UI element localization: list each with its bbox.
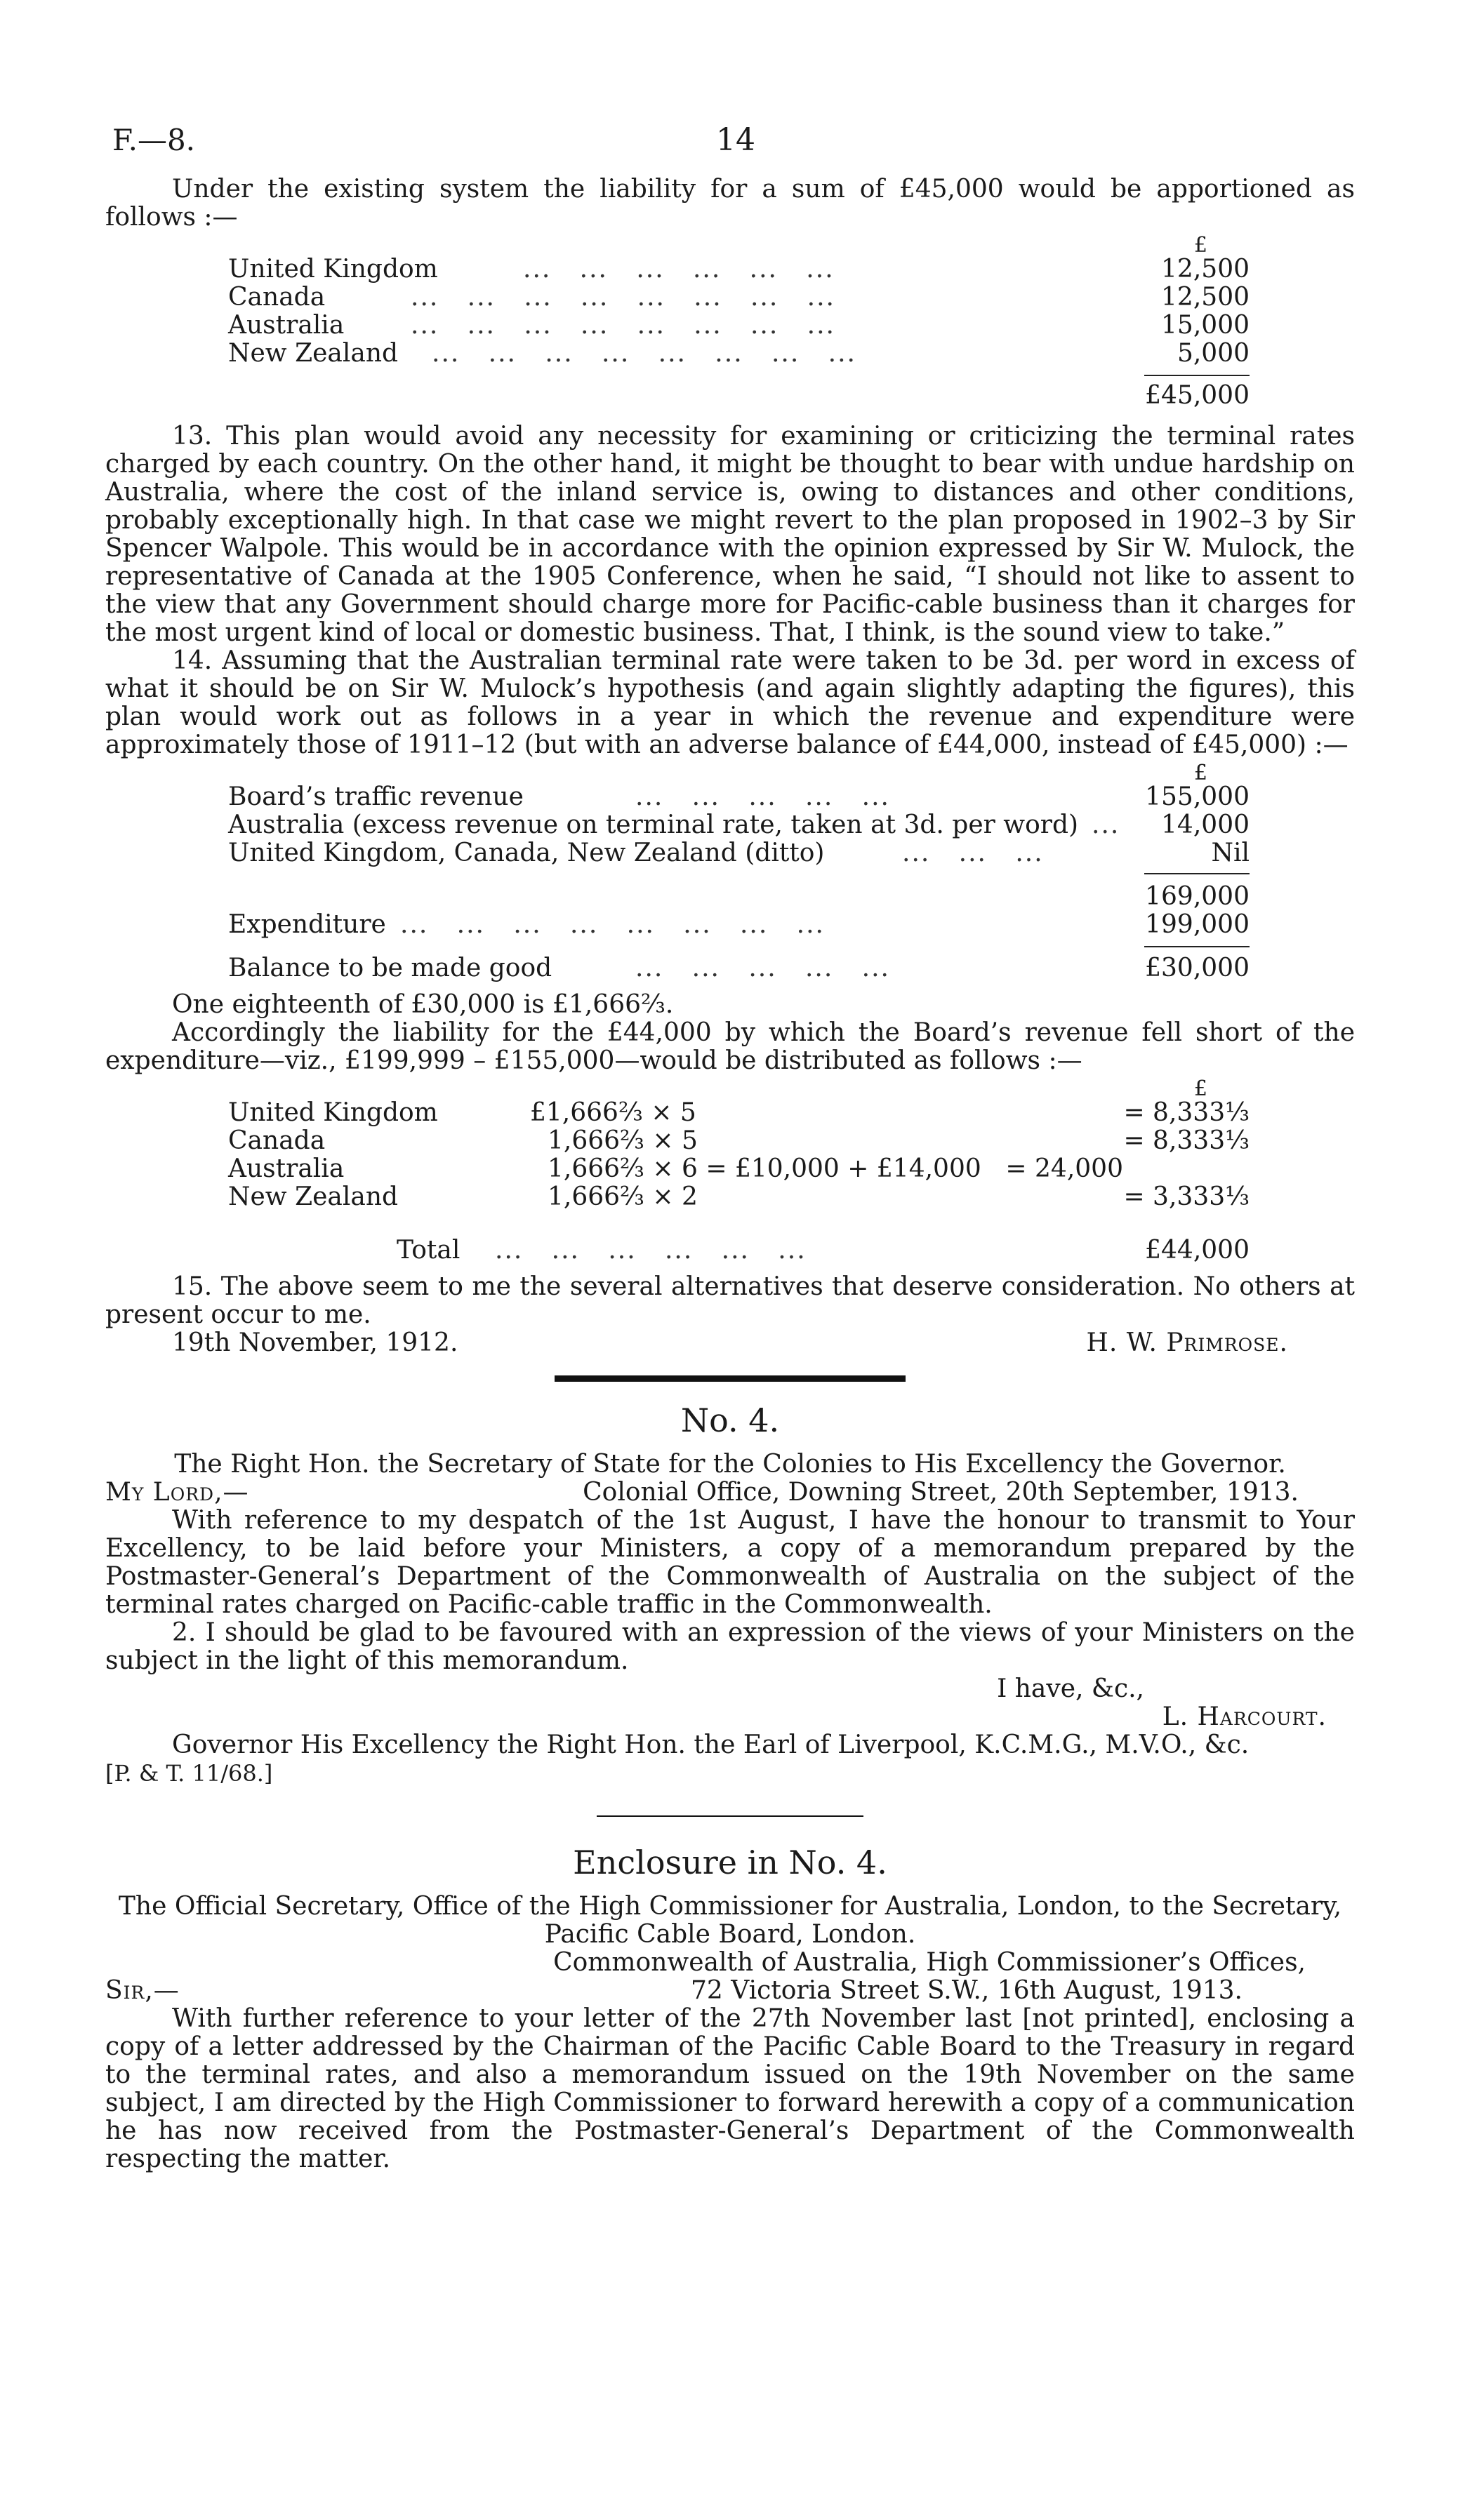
distribution-table: [228, 1075, 1250, 1265]
paragraph-14: 14. Assuming that the Australian terminal rate were taken to be 3d. per word in excess of what it should be on Sir W. Mulock’s hypothesis (and again slightly adapting the figures), this plan would work out as follows in a year in which the revenue and expenditure were approximately those of 1911–12 (but with an adverse balance of £44,000, instead of £45,000) :—: [105, 646, 1355, 759]
row-label: United Kingdom: [228, 1098, 438, 1127]
closing: I have, &c.,: [997, 1674, 1144, 1703]
row-calculation: 1,666⅔ × 6 = £10,000 + £14,000: [548, 1154, 981, 1183]
table-row: [228, 783, 1250, 811]
row-value: = 24,000: [1005, 1154, 1123, 1183]
table-total-row: [228, 382, 1250, 410]
file-reference: [P. & T. 11/68.]: [105, 1760, 273, 1787]
row-label: Expenditure: [228, 910, 386, 939]
row-label: Balance to be made good: [228, 954, 552, 982]
row-value: 5,000: [1177, 339, 1250, 368]
leader-dots: ... ... ... ... ... ... ... ...: [432, 339, 856, 368]
table-total: £45,000: [1145, 381, 1250, 410]
subtotal-row: [228, 883, 1250, 911]
table-row: [228, 1183, 1250, 1211]
page-number: 14: [716, 122, 755, 158]
enclosure-title: The Official Secretary, Office of the High Commissioner for Australia, London, to the Secretary, Pacific Cable Board, London.: [118, 1892, 1342, 1949]
leader-dots: ...: [1092, 811, 1120, 839]
row-label: Board’s traffic revenue: [228, 782, 524, 811]
row-value: 12,500: [1161, 255, 1250, 284]
despatch-title: The Right Hon. the Secretary of State for the Colonies to His Excellency the Governor.: [174, 1450, 1286, 1479]
subtotal-value: 169,000: [1145, 882, 1250, 911]
row-calculation: 1,666⅔ × 5: [548, 1126, 698, 1155]
table-row: [228, 312, 1250, 340]
address: Colonial Office, Downing Street, 20th September, 1913.: [583, 1478, 1299, 1507]
addressee: Governor His Excellency the Right Hon. the Earl of Liverpool, K.C.M.G., M.V.O., &c.: [172, 1731, 1250, 1759]
salutation-line: [105, 1479, 1355, 1507]
table-rule: [1144, 375, 1250, 376]
salutation-line: [105, 1977, 1355, 2005]
leader-dots: ... ... ... ... ... ... ... ...: [411, 311, 835, 340]
table-row: [228, 1155, 1250, 1183]
currency-header: £: [1193, 761, 1207, 785]
table-row: [228, 340, 1250, 368]
signature: H. W. Primrose.: [1086, 1328, 1288, 1357]
date: 19th November, 1912.: [172, 1328, 458, 1357]
page-header: [105, 122, 1355, 175]
address: 72 Victoria Street S.W., 16th August, 1913.: [691, 1976, 1243, 2005]
distribution-paragraph: Accordingly the liability for the £44,000 by which the Board’s revenue fell short of the expenditure—viz., £199,999 – £155,000—would be distributed as follows :—: [105, 1018, 1355, 1075]
row-label: Australia: [228, 1154, 345, 1183]
intro-paragraph: Under the existing system the liability for a sum of £45,000 would be apportioned as follows :—: [105, 175, 1355, 232]
currency-header: £: [1193, 1076, 1207, 1101]
address: Commonwealth of Australia, High Commissioner’s Offices,: [553, 1948, 1306, 1977]
total-label: Total: [397, 1236, 461, 1265]
table-row: [228, 1099, 1250, 1127]
leader-dots: ... ... ... ... ...: [635, 954, 890, 982]
table-row: [228, 839, 1250, 867]
paragraph-13: 13. This plan would avoid any necessity for examining or criticizing the terminal rates charged by each country. On the other hand, it might be thought to bear with undue hardship on Australia, where the cost of the inland service is, owing to distances and other conditions, probably exceptionally high. In that case we might revert to the plan proposed in 1902–3 by Sir Spencer Walpole. This would be in accordance with the opinion expressed by Sir W. Mulock, the representative of Canada at the 1905 Conference, when he said, “I should not like to assent to the view that any Government should charge more for Pacific-cable business than it charges for the most urgent kind of local or domestic business. That, I think, is the sound view to take.”: [105, 422, 1355, 647]
table-rule: [1144, 873, 1250, 874]
row-value: 155,000: [1145, 782, 1250, 811]
leader-dots: ... ... ... ... ... ...: [495, 1236, 807, 1265]
expenditure-row: [228, 911, 1250, 939]
leader-dots: ... ... ... ... ... ... ... ...: [400, 910, 825, 939]
table-total: £44,000: [1145, 1236, 1250, 1265]
salutation: My Lord,—: [105, 1478, 249, 1507]
apportionment-table: [228, 232, 1250, 410]
row-calculation: £1,666⅔ × 5: [530, 1098, 696, 1127]
section-divider: [597, 1815, 863, 1817]
dateline: [105, 1329, 1355, 1360]
row-value: = 8,333⅓: [1123, 1126, 1250, 1155]
despatch-paragraph-1: With reference to my despatch of the 1st August, I have the honour to transmit to Your Excellency, to be laid before your Ministers, a copy of a memorandum prepared by the Postmaster-General’s Department of the Commonwealth of Australia on the subject of the terminal rates charged on Pacific-cable traffic in the Commonwealth.: [105, 1506, 1355, 1619]
table-rule: [1144, 946, 1250, 947]
leader-dots: ... ... ... ... ... ...: [523, 255, 835, 284]
leader-dots: ... ... ... ... ... ... ... ...: [411, 283, 835, 312]
row-label: Australia (excess revenue on terminal rate, taken at 3d. per word): [228, 811, 1079, 839]
row-value: = 8,333⅓: [1123, 1098, 1250, 1127]
signature-line: [105, 1703, 1355, 1731]
document-page: [105, 122, 1355, 2173]
row-label: Australia: [228, 311, 345, 340]
closing-line: [105, 1675, 1355, 1703]
section-heading-enclosure: Enclosure in No. 4.: [573, 1844, 887, 1881]
table-row: [228, 284, 1250, 312]
row-calculation: 1,666⅔ × 2: [548, 1182, 698, 1211]
enclosure-paragraph-1: With further reference to your letter of the 27th November last [not printed], enclosing a copy of a letter addressed by the Chairman of the Pacific Cable Board to the Treasury in regard to the terminal rates, and also a memorandum issued on the 19th November on the same subject, I am directed by the High Commissioner to forward herewith a copy of a communication he has now received from the Postmaster-General’s Department of the Commonwealth respecting the matter.: [105, 2004, 1355, 2173]
address-line-1: [105, 1949, 1355, 1977]
currency-header: £: [1193, 233, 1207, 258]
row-label: Canada: [228, 1126, 326, 1155]
leader-dots: ... ... ... ... ...: [635, 782, 890, 811]
eighteenth-line: One eighteenth of £30,000 is £1,666⅔.: [172, 990, 674, 1019]
table-row: [228, 811, 1250, 839]
signature: L. Harcourt.: [1162, 1702, 1327, 1731]
row-value: 14,000: [1161, 811, 1250, 839]
row-value: 199,000: [1145, 910, 1250, 939]
section-divider: [555, 1375, 906, 1382]
row-value: £30,000: [1145, 954, 1250, 982]
row-label: Canada: [228, 283, 326, 312]
row-label: New Zealand: [228, 339, 399, 368]
row-label: New Zealand: [228, 1182, 399, 1211]
table-row: [228, 255, 1250, 284]
revenue-table: [228, 759, 1250, 982]
table-total-row: [228, 1236, 1250, 1265]
row-label: United Kingdom, Canada, New Zealand (ditto): [228, 839, 825, 867]
row-value: 12,500: [1161, 283, 1250, 312]
paragraph-15: 15. The above seem to me the several alternatives that deserve consideration. No others at present occur to me.: [105, 1272, 1355, 1329]
document-reference: F.—8.: [112, 123, 196, 157]
salutation: Sir,—: [105, 1976, 180, 2005]
row-value: Nil: [1211, 839, 1250, 867]
table-row: [228, 1127, 1250, 1155]
leader-dots: ... ... ...: [902, 839, 1044, 867]
despatch-paragraph-2: 2. I should be glad to be favoured with an expression of the views of your Ministers on the subject in the light of this memorandum.: [105, 1618, 1355, 1675]
row-label: United Kingdom: [228, 255, 438, 284]
balance-row: [228, 954, 1250, 982]
row-value: = 3,333⅓: [1123, 1182, 1250, 1211]
section-heading-no4: No. 4.: [680, 1401, 780, 1439]
row-value: 15,000: [1161, 311, 1250, 340]
